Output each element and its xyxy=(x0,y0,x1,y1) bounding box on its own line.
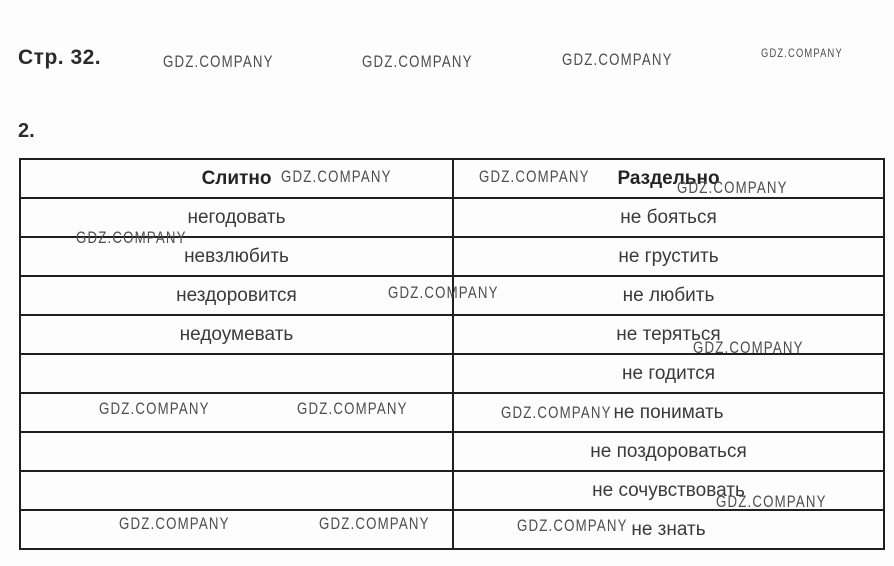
watermark-text: GDZ.COMPANY xyxy=(163,52,274,71)
cell-slitno xyxy=(20,471,453,510)
cell-razdelno: не годится xyxy=(453,354,884,393)
exercise-number: 2. xyxy=(18,120,35,142)
cell-razdelno: не бояться xyxy=(453,198,884,237)
cell-razdelno: не сочувствовать xyxy=(453,471,884,510)
cell-razdelno: не понимать xyxy=(453,393,884,432)
cell-razdelno: не знать xyxy=(453,510,884,549)
cell-razdelno: не любить xyxy=(453,276,884,315)
table-row xyxy=(20,354,884,393)
watermark-text: GDZ.COMPANY xyxy=(388,283,499,302)
cell-razdelno: не теряться xyxy=(453,315,884,354)
watermark-text: GDZ.COMPANY xyxy=(362,52,473,71)
watermark-text: GDZ.COMPANY xyxy=(281,167,392,186)
watermark-text: GDZ.COMPANY xyxy=(99,399,210,418)
watermark-text: GDZ.COMPANY xyxy=(119,514,230,533)
page-title: Стр. 32. xyxy=(18,46,102,69)
watermark-text: GDZ.COMPANY xyxy=(501,403,612,422)
watermark-text: GDZ.COMPANY xyxy=(693,338,804,357)
cell-slitno: негодовать xyxy=(20,198,453,237)
table-row xyxy=(20,432,884,471)
watermark-text: GDZ.COMPANY xyxy=(76,228,187,247)
cell-slitno: нездоровится xyxy=(20,276,453,315)
watermark-text: GDZ.COMPANY xyxy=(319,514,430,533)
cell-slitno: невзлюбить xyxy=(20,237,453,276)
watermark-text: GDZ.COMPANY xyxy=(517,516,628,535)
cell-slitno xyxy=(20,432,453,471)
watermark-text: GDZ.COMPANY xyxy=(297,399,408,418)
cell-razdelno: не грустить xyxy=(453,237,884,276)
column-header-slitno: Слитно xyxy=(20,159,453,198)
cell-razdelno: не поздороваться xyxy=(453,432,884,471)
watermark-text: GDZ.COMPANY xyxy=(562,50,673,69)
watermark-text: GDZ.COMPANY xyxy=(716,492,827,511)
watermark-text: GDZ.COMPANY xyxy=(677,178,788,197)
cell-slitno: недоумевать xyxy=(20,315,453,354)
watermark-text: GDZ.COMPANY xyxy=(479,167,590,186)
cell-slitno xyxy=(20,354,453,393)
watermark-text: GDZ.COMPANY xyxy=(761,46,843,60)
column-header-razdelno: Раздельно xyxy=(453,159,884,198)
